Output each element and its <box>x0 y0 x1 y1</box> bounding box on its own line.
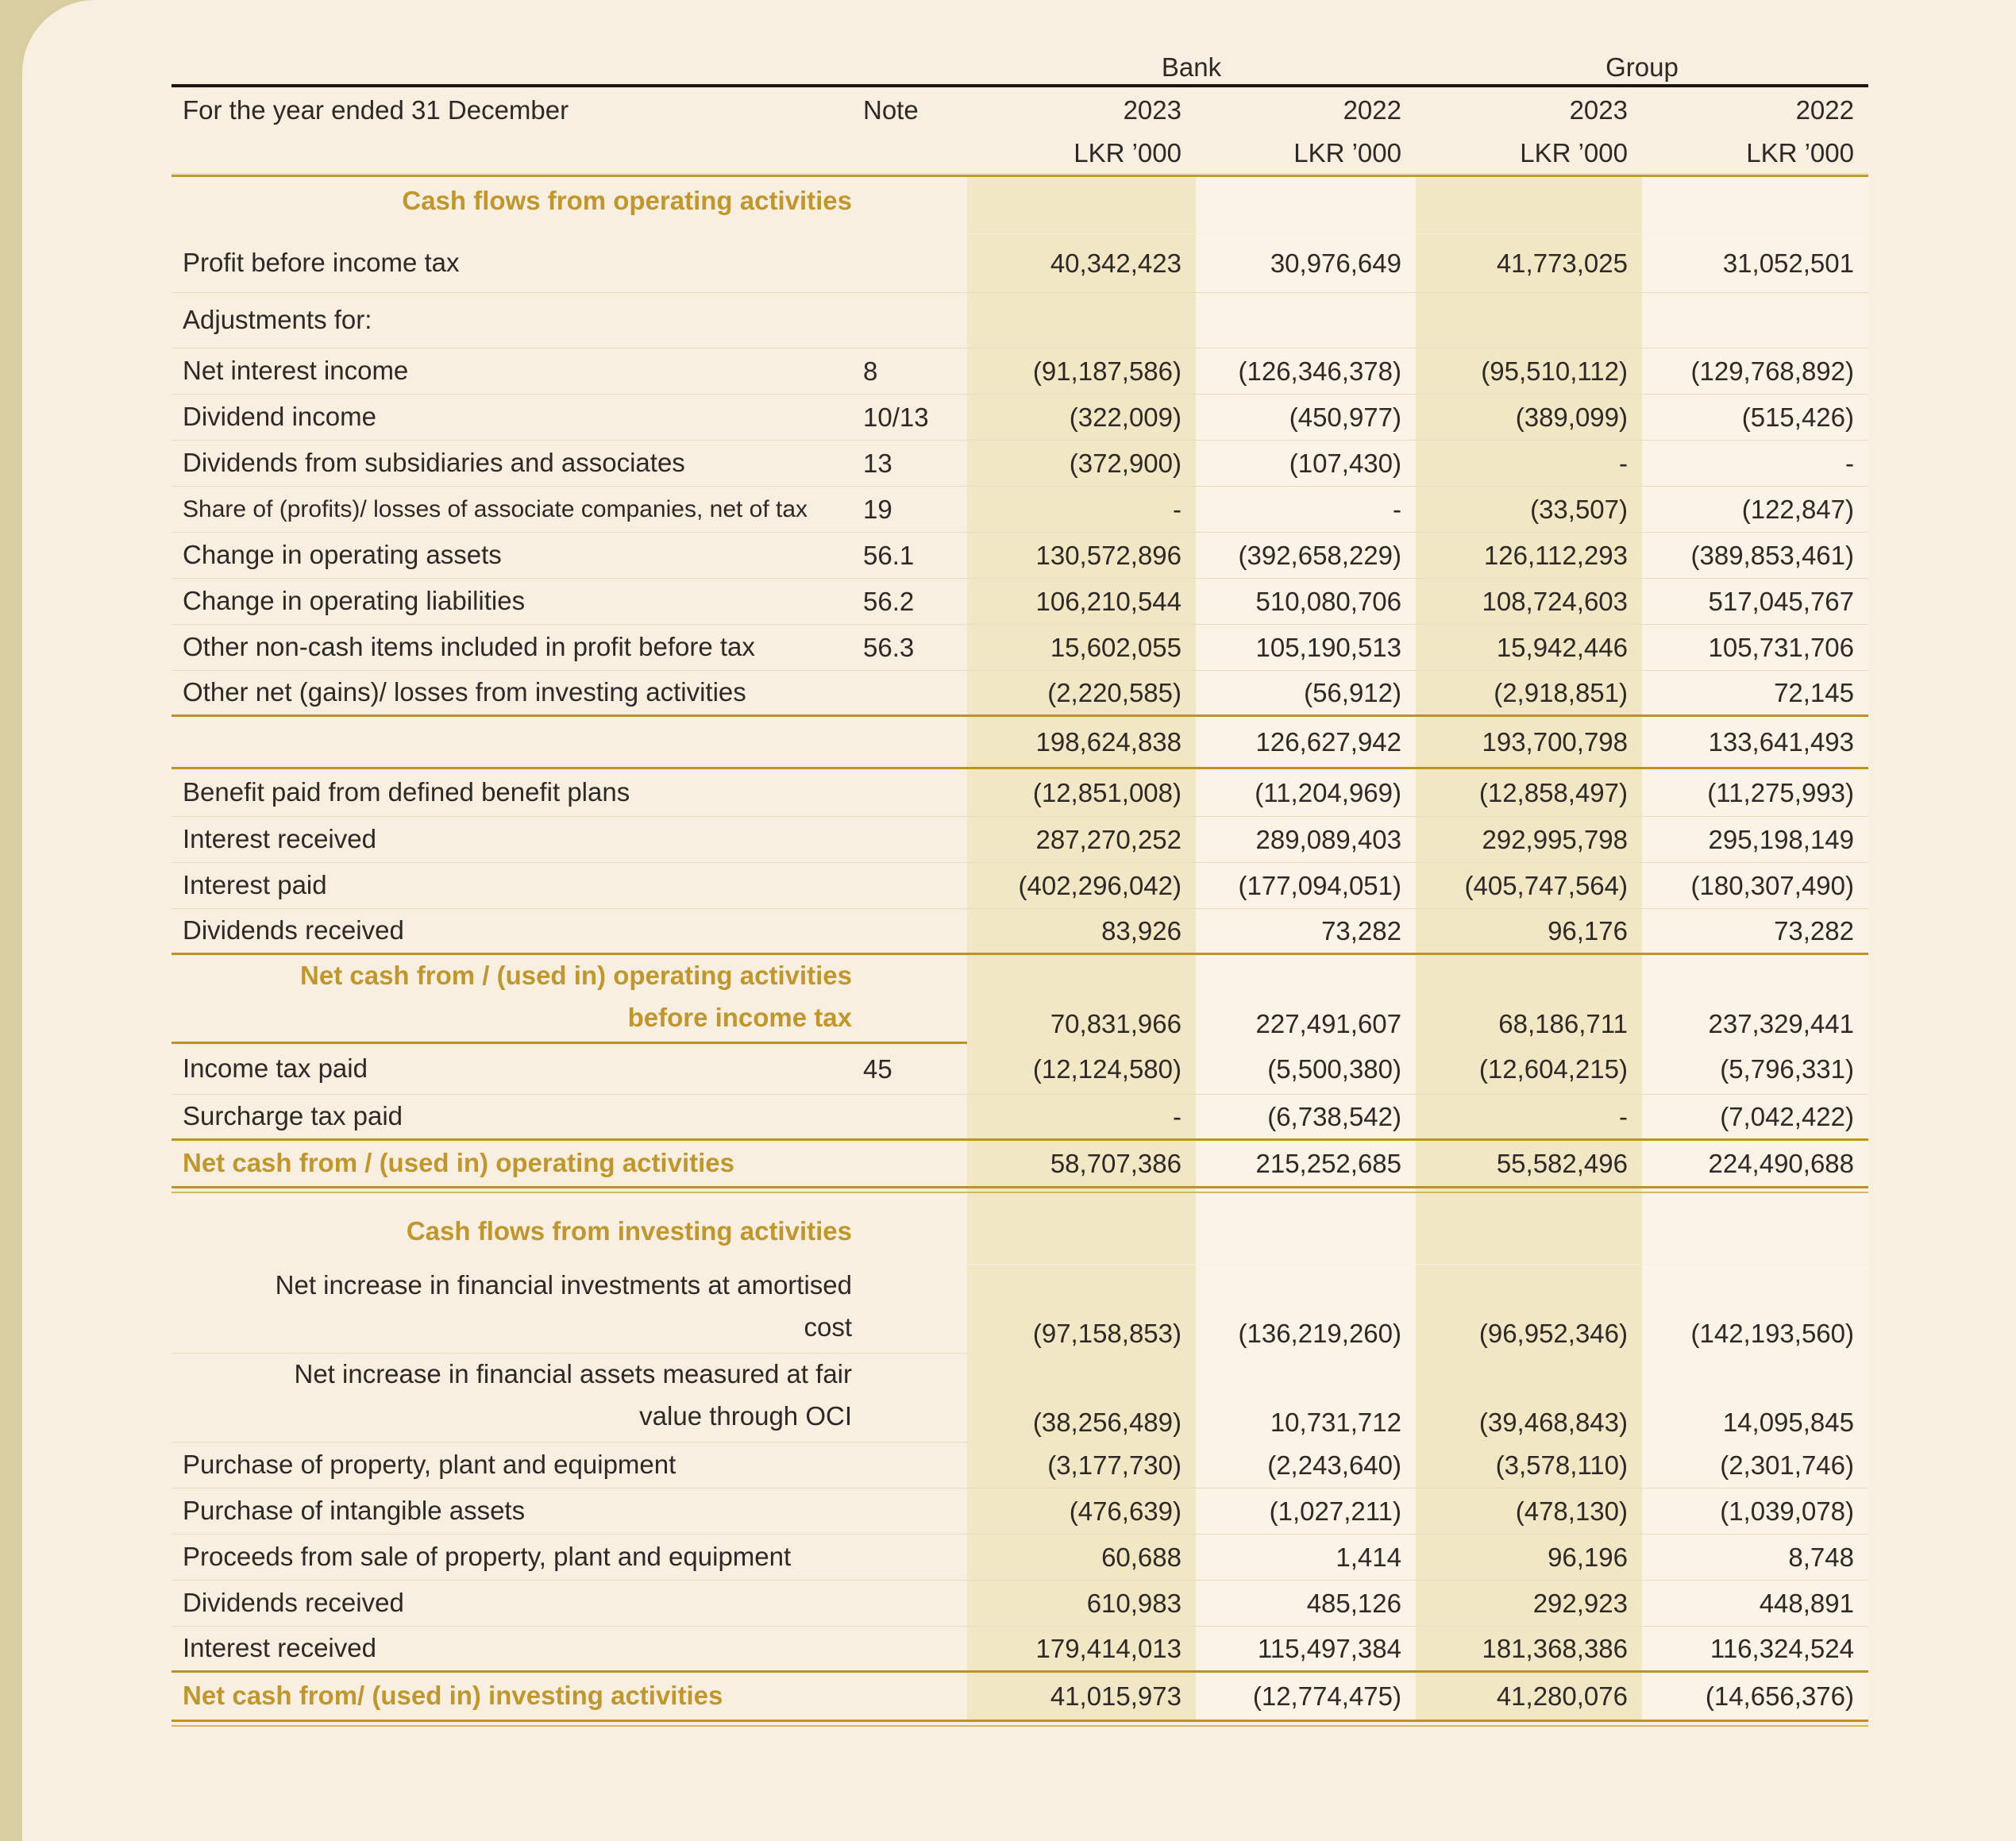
cell-bank-2022: (392,658,229) <box>1196 533 1416 578</box>
cell-bank-2022: 105,190,513 <box>1196 625 1416 670</box>
cell-bank-2023: 15,602,055 <box>967 625 1196 670</box>
row-label: Net cash from/ (used in) investing activities <box>183 1681 723 1711</box>
row-label: Interest paid <box>183 870 327 900</box>
cell-group-2023: 126,112,293 <box>1416 533 1642 578</box>
table-row <box>172 234 1868 293</box>
cell-group-2023: 41,773,025 <box>1416 234 1642 292</box>
cell-bank-2022: (11,204,969) <box>1196 769 1416 816</box>
row-label: Benefit paid from defined benefit plans <box>183 777 630 807</box>
table-row <box>172 487 1868 533</box>
row-label: Change in operating liabilities <box>183 586 526 616</box>
cell-bank-2022: 10,731,712 <box>1196 1354 1416 1445</box>
cell-bank-2022: - <box>1196 487 1416 532</box>
bank-group-label: Bank <box>1161 52 1222 82</box>
row-label: Purchase of intangible assets <box>183 1496 526 1526</box>
cell-bank-2023: 60,688 <box>967 1535 1196 1580</box>
cell-bank-2023: (476,639) <box>967 1489 1196 1534</box>
row-note: 45 <box>863 1053 892 1084</box>
cell-group-2022: (14,656,376) <box>1642 1673 1868 1720</box>
cell-bank-2022 <box>1196 1188 1416 1264</box>
row-label: Net cash from / (used in) operating activities <box>300 961 852 990</box>
cell-group-2022: 295,198,149 <box>1642 817 1868 862</box>
bank-2022-header: 2022 <box>1343 95 1401 125</box>
row-label: Dividends from subsidiaries and associates <box>183 448 685 478</box>
cell-group-2023 <box>1416 177 1642 233</box>
cell-group-2023: (389,099) <box>1416 395 1642 440</box>
group-2023-units: LKR ’000 <box>1520 138 1628 168</box>
cell-bank-2023 <box>967 177 1196 233</box>
cell-bank-2022 <box>1196 177 1416 233</box>
row-label: Net interest income <box>183 356 409 386</box>
cell-bank-2022: 30,976,649 <box>1196 234 1416 292</box>
row-note: 56.2 <box>863 586 915 616</box>
cell-bank-2022: (56,912) <box>1196 671 1416 714</box>
cell-bank-2023: (97,158,853) <box>967 1265 1196 1356</box>
cell-group-2022: (5,796,331) <box>1642 1044 1868 1094</box>
cell-group-2022: 133,641,493 <box>1642 717 1868 767</box>
cell-group-2023: 41,280,076 <box>1416 1673 1642 1720</box>
cell-bank-2023: 610,983 <box>967 1581 1196 1626</box>
cell-group-2023: (33,507) <box>1416 487 1642 532</box>
bank-2023-units: LKR ’000 <box>1074 138 1181 168</box>
row-label: Dividends received <box>183 1588 404 1618</box>
cell-group-2022: 237,329,441 <box>1642 955 1868 1046</box>
table-row <box>172 1265 1868 1354</box>
cell-bank-2023 <box>967 293 1196 348</box>
row-label: Cash flows from operating activities <box>402 186 852 216</box>
cell-group-2022: (122,847) <box>1642 487 1868 532</box>
cell-bank-2023: 40,342,423 <box>967 234 1196 292</box>
row-label: Net cash from / (used in) operating activities <box>183 1148 734 1178</box>
cell-bank-2022: 115,497,384 <box>1196 1627 1416 1670</box>
row-label: Cash flows from investing activities <box>406 1216 852 1246</box>
row-label: Change in operating assets <box>183 540 502 570</box>
row-note: 19 <box>863 494 892 524</box>
row-note <box>852 177 967 233</box>
row-label: Net increase in financial investments at amortised <box>275 1270 852 1300</box>
cell-group-2023: 55,582,496 <box>1416 1141 1642 1186</box>
table-row <box>172 955 1868 1044</box>
row-label: Purchase of property, plant and equipment <box>183 1450 676 1480</box>
table-row <box>172 1489 1868 1535</box>
cell-bank-2022: 215,252,685 <box>1196 1141 1416 1186</box>
cell-bank-2022: 485,126 <box>1196 1581 1416 1626</box>
cell-bank-2022: 126,627,942 <box>1196 717 1416 767</box>
cell-group-2023: (96,952,346) <box>1416 1265 1642 1356</box>
cell-group-2023 <box>1416 293 1642 348</box>
cell-group-2023: (405,747,564) <box>1416 863 1642 908</box>
row-label: Proceeds from sale of property, plant and equipment <box>183 1542 792 1572</box>
table-row <box>172 1044 1868 1095</box>
row-note <box>852 1535 967 1580</box>
cell-group-2023: (12,604,215) <box>1416 1044 1642 1094</box>
cell-bank-2023: 70,831,966 <box>967 955 1196 1046</box>
cell-bank-2023: (12,124,580) <box>967 1044 1196 1094</box>
table-row <box>172 1442 1868 1489</box>
cell-group-2023: - <box>1416 1095 1642 1138</box>
table-row <box>172 1673 1868 1722</box>
row-label: Net increase in financial assets measured at fair <box>294 1359 852 1388</box>
cell-group-2022: (11,275,993) <box>1642 769 1868 816</box>
row-label: Dividends received <box>183 915 404 946</box>
cell-bank-2022: (450,977) <box>1196 395 1416 440</box>
cell-bank-2022 <box>1196 293 1416 348</box>
cell-group-2022 <box>1642 1188 1868 1264</box>
row-note <box>852 1354 967 1445</box>
row-label: Profit before income tax <box>183 248 460 278</box>
cell-bank-2022: (107,430) <box>1196 441 1416 486</box>
row-note <box>852 909 967 953</box>
table-row <box>172 717 1868 769</box>
cell-group-2022 <box>1642 177 1868 233</box>
cell-bank-2023: (3,177,730) <box>967 1442 1196 1488</box>
row-note <box>852 1627 967 1670</box>
cell-group-2023: (39,468,843) <box>1416 1354 1642 1445</box>
table-row <box>172 1141 1868 1188</box>
row-label: Income tax paid <box>183 1053 368 1084</box>
cell-bank-2023: - <box>967 487 1196 532</box>
table-body <box>172 177 1868 1722</box>
cell-group-2022: 116,324,524 <box>1642 1627 1868 1670</box>
cell-bank-2023: 58,707,386 <box>967 1141 1196 1186</box>
cell-group-2023: 181,368,386 <box>1416 1627 1642 1670</box>
table-row <box>172 1535 1868 1581</box>
cell-bank-2023: 179,414,013 <box>967 1627 1196 1670</box>
row-label2: cost <box>804 1311 852 1342</box>
cell-group-2023: - <box>1416 441 1642 486</box>
row-note: 10/13 <box>863 402 929 432</box>
cell-group-2022: 31,052,501 <box>1642 234 1868 292</box>
row-note: 8 <box>863 356 878 386</box>
table-row <box>172 533 1868 579</box>
row-note: 56.1 <box>863 540 915 570</box>
cell-group-2022: 8,748 <box>1642 1535 1868 1580</box>
row-note <box>852 717 967 767</box>
bank-2023-header: 2023 <box>1123 95 1181 125</box>
group-2022-header: 2022 <box>1795 95 1854 125</box>
cell-group-2023: (12,858,497) <box>1416 769 1642 816</box>
cell-bank-2022: 1,414 <box>1196 1535 1416 1580</box>
cell-group-2022: (180,307,490) <box>1642 863 1868 908</box>
row-note <box>852 1141 967 1186</box>
cell-group-2022: 517,045,767 <box>1642 579 1868 624</box>
cell-bank-2023: (2,220,585) <box>967 671 1196 714</box>
row-label: Interest received <box>183 824 376 854</box>
cell-bank-2022: 227,491,607 <box>1196 955 1416 1046</box>
row-label: Other net (gains)/ losses from investing activities <box>183 677 746 707</box>
cell-group-2023: 68,186,711 <box>1416 955 1642 1046</box>
cell-bank-2022: 73,282 <box>1196 909 1416 953</box>
row-note <box>852 234 967 292</box>
cell-group-2022: 14,095,845 <box>1642 1354 1868 1445</box>
column-units-header <box>172 133 1868 173</box>
cell-group-2023: (3,578,110) <box>1416 1442 1642 1488</box>
cell-bank-2023: 287,270,252 <box>967 817 1196 862</box>
row-note <box>852 769 967 816</box>
row-label: Adjustments for: <box>183 305 372 335</box>
row-label: Surcharge tax paid <box>183 1101 403 1131</box>
cell-bank-2023: - <box>967 1095 1196 1138</box>
cell-bank-2023: (38,256,489) <box>967 1354 1196 1445</box>
row-note <box>852 1188 967 1264</box>
row-label: Share of (profits)/ losses of associate companies, net of tax <box>183 495 808 522</box>
cell-bank-2022: (6,738,542) <box>1196 1095 1416 1138</box>
row-note: 13 <box>863 448 892 478</box>
cell-group-2022: 105,731,706 <box>1642 625 1868 670</box>
cell-bank-2022: 510,080,706 <box>1196 579 1416 624</box>
cell-bank-2022: (136,219,260) <box>1196 1265 1416 1356</box>
cell-group-2022: (389,853,461) <box>1642 533 1868 578</box>
column-year-header <box>172 87 1868 133</box>
row-note <box>852 1095 967 1138</box>
table-row <box>172 863 1868 909</box>
cell-group-2023: 96,176 <box>1416 909 1642 953</box>
cell-bank-2023: (91,187,586) <box>967 349 1196 394</box>
cell-bank-2023 <box>967 1188 1196 1264</box>
row-label: Other non-cash items included in profit before tax <box>183 632 755 662</box>
row-note <box>852 863 967 908</box>
table-row <box>172 817 1868 863</box>
row-label2: value through OCI <box>639 1400 852 1431</box>
row-note <box>852 955 967 1046</box>
cell-group-2023: 193,700,798 <box>1416 717 1642 767</box>
cell-bank-2022: 289,089,403 <box>1196 817 1416 862</box>
cell-group-2022: (2,301,746) <box>1642 1442 1868 1488</box>
cell-bank-2023: 41,015,973 <box>967 1673 1196 1720</box>
cell-group-2022: (7,042,422) <box>1642 1095 1868 1138</box>
row-note: 56.3 <box>863 632 915 662</box>
cell-group-2022: - <box>1642 441 1868 486</box>
row-note <box>852 1673 967 1720</box>
cell-bank-2022: (126,346,378) <box>1196 349 1416 394</box>
cell-bank-2022: (1,027,211) <box>1196 1489 1416 1534</box>
cell-bank-2023: 106,210,544 <box>967 579 1196 624</box>
cell-group-2023: 292,995,798 <box>1416 817 1642 862</box>
cell-bank-2022: (177,094,051) <box>1196 863 1416 908</box>
cell-group-2023: (2,918,851) <box>1416 671 1642 714</box>
cell-group-2022: 72,145 <box>1642 671 1868 714</box>
table-row <box>172 177 1868 234</box>
cell-bank-2023: (322,009) <box>967 395 1196 440</box>
cell-group-2023: 292,923 <box>1416 1581 1642 1626</box>
cell-group-2023: 108,724,603 <box>1416 579 1642 624</box>
cash-flow-statement <box>172 52 1868 1722</box>
table-row <box>172 1095 1868 1141</box>
cell-group-2023: (95,510,112) <box>1416 349 1642 394</box>
cell-group-2022: (515,426) <box>1642 395 1868 440</box>
row-note <box>852 1489 967 1534</box>
cell-group-2023: 15,942,446 <box>1416 625 1642 670</box>
cell-bank-2023: (12,851,008) <box>967 769 1196 816</box>
row-note <box>852 293 967 348</box>
table-row <box>172 441 1868 487</box>
note-header: Note <box>863 95 919 125</box>
cell-group-2022: (142,193,560) <box>1642 1265 1868 1356</box>
cell-bank-2022: (2,243,640) <box>1196 1442 1416 1488</box>
cell-group-2023 <box>1416 1188 1642 1264</box>
cell-bank-2023: 198,624,838 <box>967 717 1196 767</box>
row-label2: before income tax <box>627 1002 852 1032</box>
table-row <box>172 293 1868 349</box>
cell-group-2022: 224,490,688 <box>1642 1141 1868 1186</box>
group-group-label: Group <box>1605 52 1679 82</box>
cell-group-2022 <box>1642 293 1868 348</box>
row-note <box>852 671 967 714</box>
cell-bank-2022: (5,500,380) <box>1196 1044 1416 1094</box>
cell-bank-2023: (372,900) <box>967 441 1196 486</box>
row-note <box>852 1265 967 1356</box>
row-note <box>852 1581 967 1626</box>
cell-group-2022: (1,039,078) <box>1642 1489 1868 1534</box>
table-row <box>172 769 1868 817</box>
row-note <box>852 1442 967 1488</box>
cell-bank-2023: (402,296,042) <box>967 863 1196 908</box>
table-row <box>172 395 1868 441</box>
row-label: Dividend income <box>183 402 376 432</box>
page-background <box>22 0 2016 1841</box>
cell-group-2023: 96,196 <box>1416 1535 1642 1580</box>
cell-bank-2023: 83,926 <box>967 909 1196 953</box>
group-2023-header: 2023 <box>1569 95 1628 125</box>
cell-group-2022: 73,282 <box>1642 909 1868 953</box>
table-row <box>172 625 1868 671</box>
cell-group-2022: 448,891 <box>1642 1581 1868 1626</box>
cell-bank-2022: (12,774,475) <box>1196 1673 1416 1720</box>
table-row <box>172 1188 1868 1265</box>
column-group-header <box>172 52 1868 87</box>
bank-2022-units: LKR ’000 <box>1293 138 1401 168</box>
table-row <box>172 579 1868 625</box>
table-row <box>172 1354 1868 1442</box>
group-2022-units: LKR ’000 <box>1746 138 1854 168</box>
table-row <box>172 1627 1868 1673</box>
period-header: For the year ended 31 December <box>183 95 569 125</box>
cell-bank-2023: 130,572,896 <box>967 533 1196 578</box>
cell-group-2022: (129,768,892) <box>1642 349 1868 394</box>
table-row <box>172 1581 1868 1627</box>
row-note <box>852 817 967 862</box>
table-row <box>172 671 1868 717</box>
table-row <box>172 909 1868 955</box>
row-label: Interest received <box>183 1633 376 1663</box>
table-row <box>172 349 1868 395</box>
cell-group-2023: (478,130) <box>1416 1489 1642 1534</box>
